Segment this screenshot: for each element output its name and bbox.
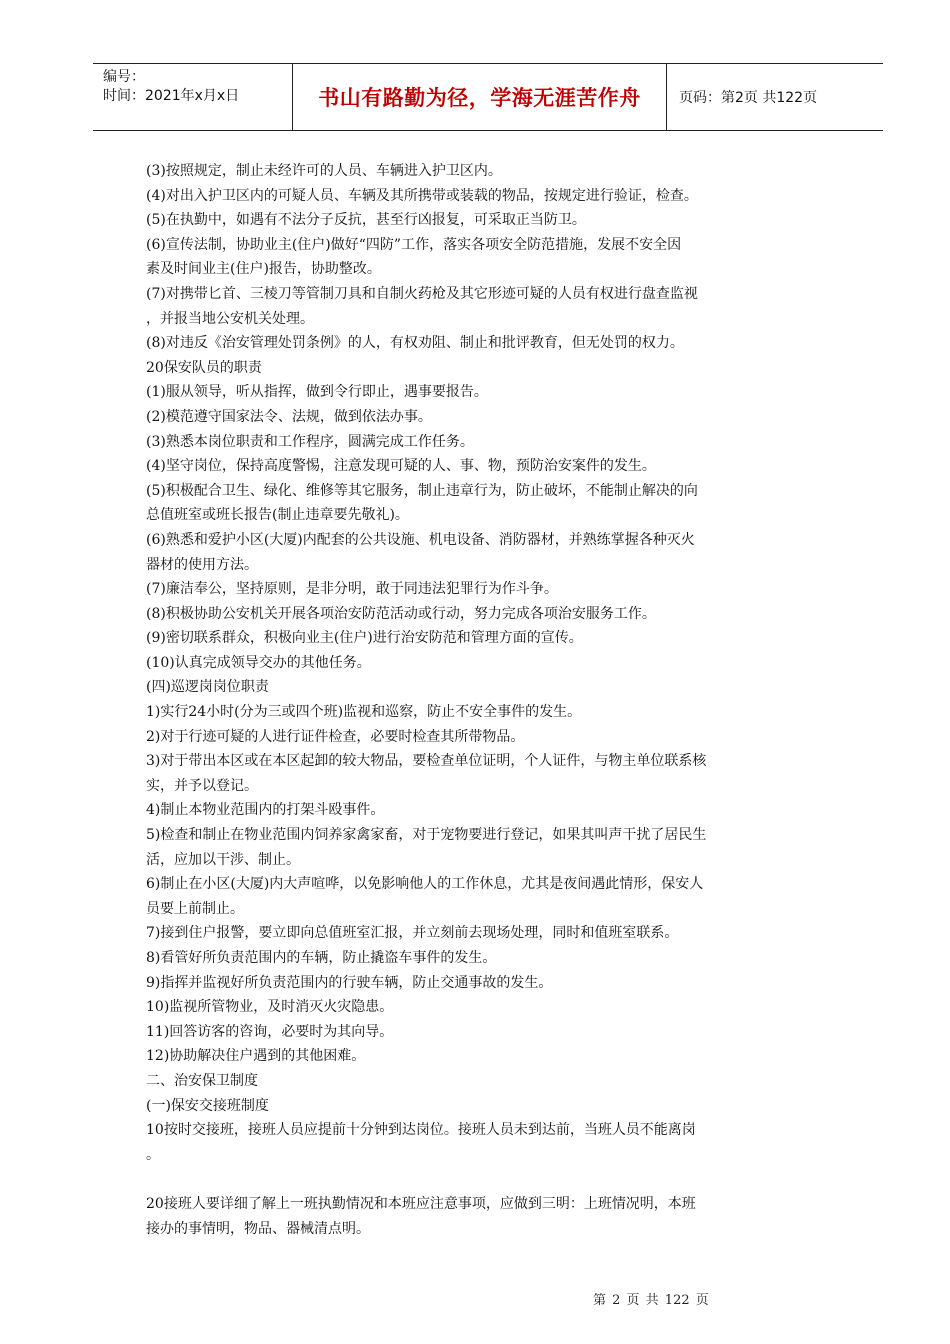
text-line: (8)对违反《治安管理处罚条例》的人，有权劝阻、制止和批评教育，但无处罚的权力。 — [146, 335, 684, 352]
document-number-label: 编号： — [103, 69, 145, 85]
text-line: 。 — [146, 1146, 160, 1163]
text-line: (1)服从领导，听从指挥，做到令行即止，遇事要报告。 — [146, 384, 488, 401]
text-line: 员要上前制止。 — [146, 900, 244, 917]
text-line: (4)坚守岗位，保持高度警惕，注意发现可疑的人、事、物，预防治安案件的发生。 — [146, 458, 656, 475]
text-line: (3)按照规定，制止未经许可的人员、车辆进入护卫区内。 — [146, 163, 502, 179]
text-line: 20接班人要详细了解上一班执勤情况和本班应注意事项，应做到三明：上班情况明，本班 — [146, 1195, 696, 1212]
text-line: 接办的事情明，物品、器械清点明。 — [146, 1220, 370, 1237]
text-line: (4)对出入护卫区内的可疑人员、车辆及其所携带或装载的物品，按规定进行验证，检查。 — [146, 187, 698, 204]
text-line: (8)积极协助公安机关开展各项治安防范活动或行动，努力完成各项治安服务工作。 — [146, 605, 656, 622]
header-motto: 书山有路勤为径，学海无涯苦作舟 — [293, 64, 667, 130]
header-page-info: 页码：第2页 共122页 — [679, 90, 818, 106]
text-line: (7)廉洁奉公，坚持原则，是非分明，敢于同违法犯罪行为作斗争。 — [146, 581, 558, 598]
page-header — [93, 63, 883, 131]
text-line: 活，应加以干涉、制止。 — [146, 851, 300, 868]
text-line: (5)在执勤中，如遇有不法分子反抗，甚至行凶报复，可采取正当防卫。 — [146, 212, 586, 229]
text-line: 6)制止在小区(大厦)内大声喧哗，以免影响他人的工作休息，尤其是夜间遇此情形，保安人 — [146, 876, 704, 893]
text-line: 9)指挥并监视好所负责范围内的行驶车辆，防止交通事故的发生。 — [146, 974, 553, 991]
text-line: 1)实行24小时(分为三或四个班)监视和巡察，防止不安全事件的发生。 — [146, 704, 582, 721]
text-line: 素及时间业主(住户)报告，协助整改。 — [146, 261, 381, 278]
text-line: (四)巡逻岗岗位职责 — [146, 679, 269, 696]
text-line: (6)宣传法制，协助业主(住户)做好“四防”工作，落实各项安全防范措施，发展不安全因 — [146, 236, 682, 253]
text-line: 器材的使用方法。 — [146, 556, 258, 573]
text-line: (7)对携带匕首、三棱刀等管制刀具和自制火药枪及其它形迹可疑的人员有权进行盘查监视 — [146, 285, 698, 302]
text-line: 11)回答访客的咨询，必要时为其向导。 — [146, 1023, 394, 1040]
document-time-label: 时间：2021年x月x日 — [103, 88, 240, 104]
text-line: (9)密切联系群众，积极向业主(住户)进行治安防范和管理方面的宣传。 — [146, 630, 583, 647]
text-line: 实，并予以登记。 — [146, 777, 258, 794]
header-meta — [93, 64, 293, 130]
text-line: (2)模范遵守国家法令、法规，做到依法办事。 — [146, 408, 432, 425]
text-line: 10按时交接班，接班人员应提前十分钟到达岗位。接班人员未到达前，当班人员不能离岗 — [146, 1122, 696, 1139]
text-line: 总值班室或班长报告(制止违章要先敬礼)。 — [146, 507, 409, 524]
page-footer-number: 第 2 页 共 122 页 — [593, 1293, 709, 1308]
text-line: 二、治安保卫制度 — [146, 1072, 258, 1089]
text-line: 5)检查和制止在物业范围内饲养家禽家畜，对于宠物要进行登记，如果其叫声干扰了居民生 — [146, 827, 707, 844]
text-line: 4)制止本物业范围内的打架斗殴事件。 — [146, 802, 385, 819]
text-line: 20保安队员的职责 — [146, 359, 262, 376]
text-line: (一)保安交接班制度 — [146, 1097, 269, 1114]
text-line — [146, 1167, 826, 1192]
text-line: ，并报当地公安机关处理。 — [146, 310, 314, 327]
text-line: (5)积极配合卫生、绿化、维修等其它服务，制止违章行为，防止破坏，不能制止解决的向 — [146, 482, 698, 499]
text-line: 12)协助解决住户遇到的其他困难。 — [146, 1048, 366, 1065]
text-line: (10)认真完成领导交办的其他任务。 — [146, 654, 371, 671]
text-line: 7)接到住户报警，要立即向总值班室汇报，并立刻前去现场处理，同时和值班室联系。 — [146, 925, 679, 942]
text-line: (6)熟悉和爱护小区(大厦)内配套的公共设施、机电设备、消防器材，并熟练掌握各种灭火 — [146, 531, 695, 548]
text-line: 2)对于行迹可疑的人进行证件检查，必要时检查其所带物品。 — [146, 728, 525, 745]
text-line: 8)看管好所负责范围内的车辆，防止撬盗车事件的发生。 — [146, 950, 497, 966]
text-line: (3)熟悉本岗位职责和工作程序，圆满完成工作任务。 — [146, 433, 474, 450]
document-body — [146, 159, 826, 1241]
text-line: 10)监视所管物业，及时消灭火灾隐患。 — [146, 999, 394, 1016]
text-line: 3)对于带出本区或在本区起卸的较大物品，要检查单位证明，个人证件，与物主单位联系核 — [146, 753, 707, 770]
